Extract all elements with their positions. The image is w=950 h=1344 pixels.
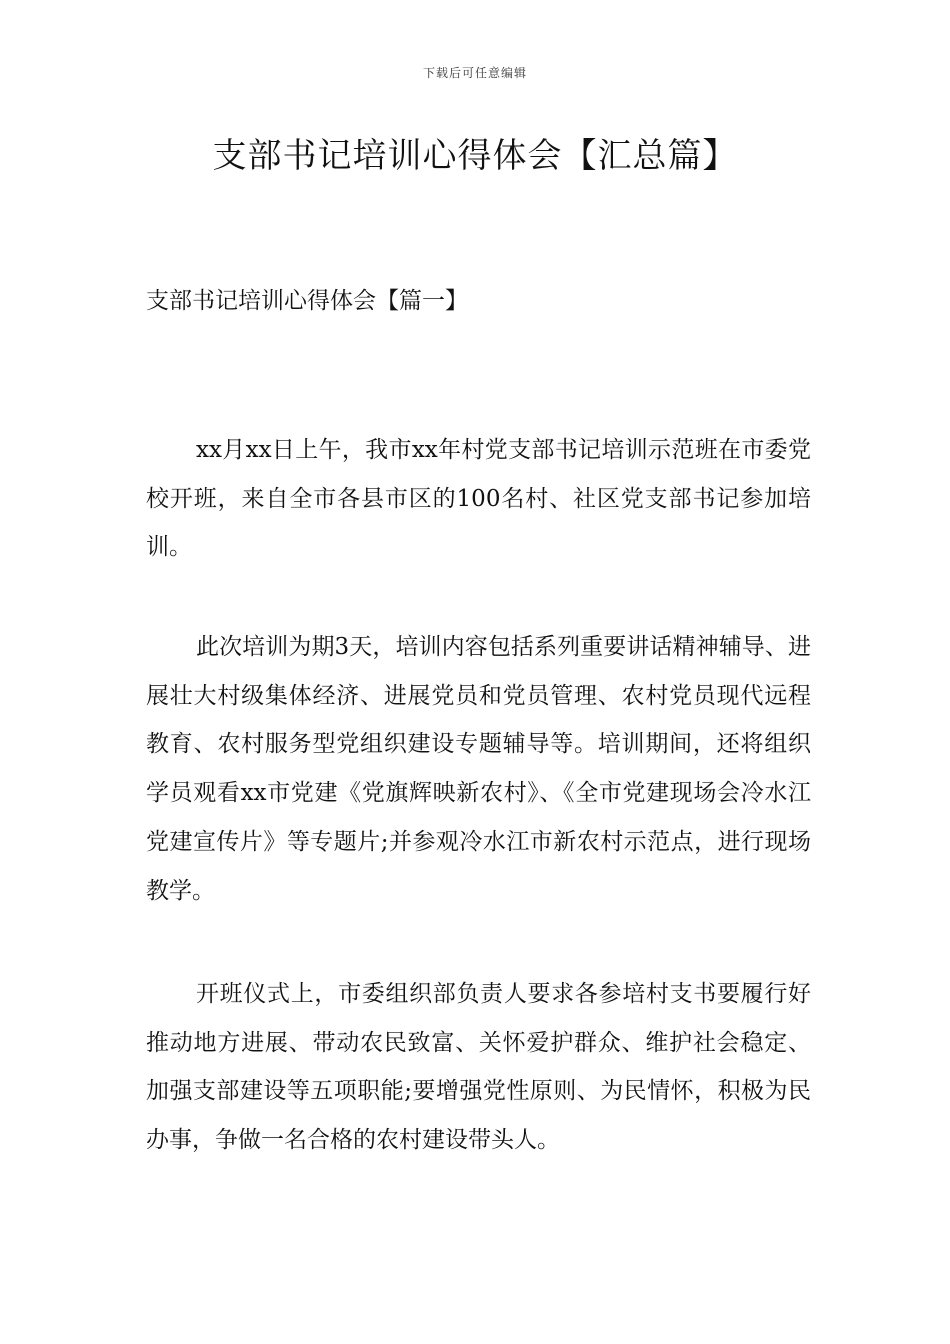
paragraph-2: 此次培训为期3天，培训内容包括系列重要讲话精神辅导、进展壮大村级集体经济、进展党员和党员管理、农村党员现代远程教育、农村服务型党组织建设专题辅导等。培训期间，还将组织学员观看xx市党建《党旗辉映新农村》、《全市党建现场会冷水江党建宣传片》等专题片;并参观冷水江市新农村示范点，进行现场教学。 <box>146 634 811 904</box>
paragraph-1: xx月xx日上午，我市xx年村党支部书记培训示范班在市委党校开班，来自全市各县市区的100名村、社区党支部书记参加培训。 <box>146 437 811 561</box>
paragraph-3: 开班仪式上，市委组织部负责人要求各参培村支书要履行好推动地方进展、带动农民致富、关怀爱护群众、维护社会稳定、加强支部建设等五项职能;要增强党性原则、为民情怀，积极为民办事，争做一名合格的农村建设带头人。 <box>146 981 811 1154</box>
header-note: 下载后可任意编辑 <box>422 66 527 80</box>
section-heading: 支部书记培训心得体会【篇一】 <box>146 288 468 314</box>
page-title: 支部书记培训心得体会【汇总篇】 <box>212 136 738 176</box>
